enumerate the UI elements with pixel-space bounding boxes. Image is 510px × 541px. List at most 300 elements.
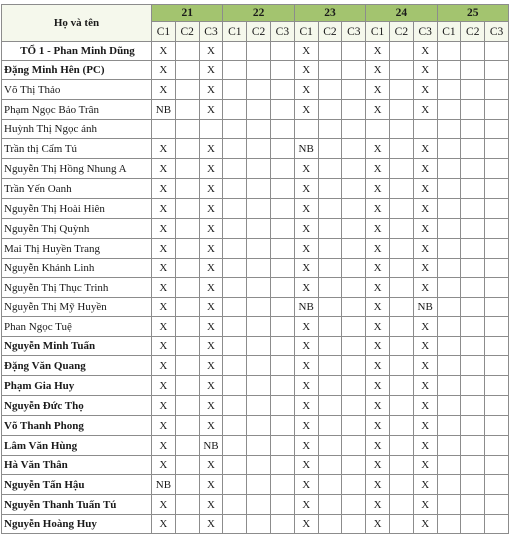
table-row [2, 61, 509, 80]
attendance-cell [318, 100, 342, 120]
attendance-cell [437, 456, 461, 475]
attendance-cell [485, 278, 509, 298]
attendance-cell [342, 199, 366, 219]
attendance-cell [270, 278, 294, 298]
person-name-cell: Đặng Minh Hên (PC) [2, 61, 152, 80]
table-row [2, 317, 509, 337]
attendance-cell [342, 139, 366, 159]
attendance-cell [485, 120, 509, 139]
attendance-cell [270, 456, 294, 475]
group-header: 25 [437, 5, 508, 22]
attendance-cell [485, 259, 509, 278]
attendance-cell [175, 120, 199, 139]
attendance-cell [389, 495, 413, 515]
attendance-cell [175, 456, 199, 475]
attendance-cell: X [366, 337, 390, 356]
attendance-cell: X [152, 515, 176, 534]
attendance-cell: X [366, 179, 390, 199]
attendance-cell: X [413, 80, 437, 100]
attendance-cell: X [413, 159, 437, 179]
attendance-cell [247, 337, 271, 356]
attendance-cell: X [199, 396, 223, 416]
subcolumn-header: C3 [485, 22, 509, 42]
attendance-cell: X [199, 337, 223, 356]
attendance-cell [461, 259, 485, 278]
attendance-cell: X [366, 80, 390, 100]
attendance-cell [318, 376, 342, 396]
attendance-cell: X [294, 179, 318, 199]
attendance-cell [318, 259, 342, 278]
attendance-cell [175, 199, 199, 219]
attendance-cell: X [366, 456, 390, 475]
attendance-cell [270, 199, 294, 219]
attendance-cell: X [413, 456, 437, 475]
attendance-cell: X [366, 42, 390, 61]
attendance-cell [223, 456, 247, 475]
attendance-cell [223, 61, 247, 80]
attendance-cell: X [366, 356, 390, 376]
attendance-cell [485, 356, 509, 376]
attendance-cell: X [366, 416, 390, 436]
attendance-cell: X [366, 317, 390, 337]
attendance-cell: X [413, 475, 437, 495]
attendance-cell: X [152, 61, 176, 80]
attendance-cell [270, 337, 294, 356]
attendance-cell: X [366, 396, 390, 416]
person-name-cell: Nguyễn Thị Hồng Nhung A [2, 159, 152, 179]
attendance-cell [247, 42, 271, 61]
attendance-cell [389, 139, 413, 159]
attendance-cell: X [152, 139, 176, 159]
table-body [2, 42, 509, 534]
attendance-cell [318, 475, 342, 495]
table-row [2, 376, 509, 396]
attendance-cell [485, 298, 509, 317]
subcolumn-header: C2 [247, 22, 271, 42]
attendance-cell: X [199, 456, 223, 475]
attendance-cell: X [413, 61, 437, 80]
attendance-cell [461, 199, 485, 219]
attendance-cell [485, 42, 509, 61]
attendance-cell [485, 100, 509, 120]
attendance-cell [270, 515, 294, 534]
attendance-cell: X [366, 436, 390, 456]
group-header: 21 [152, 5, 223, 22]
attendance-cell [247, 199, 271, 219]
table-row [2, 239, 509, 259]
attendance-cell: X [294, 219, 318, 239]
attendance-cell: X [199, 199, 223, 219]
subcolumn-header: C1 [152, 22, 176, 42]
attendance-cell [389, 416, 413, 436]
attendance-cell [437, 42, 461, 61]
attendance-cell [318, 456, 342, 475]
attendance-cell [342, 475, 366, 495]
attendance-cell [437, 139, 461, 159]
attendance-cell [247, 515, 271, 534]
attendance-cell [437, 376, 461, 396]
table-row [2, 100, 509, 120]
attendance-cell [342, 396, 366, 416]
subcolumn-header: C2 [318, 22, 342, 42]
attendance-cell [175, 179, 199, 199]
table-row [2, 120, 509, 139]
attendance-cell [485, 337, 509, 356]
attendance-cell [389, 436, 413, 456]
attendance-cell [318, 139, 342, 159]
attendance-cell [485, 376, 509, 396]
attendance-cell: X [294, 42, 318, 61]
attendance-cell [389, 179, 413, 199]
attendance-cell [342, 436, 366, 456]
attendance-cell [342, 416, 366, 436]
person-name-cell: Huỳnh Thị Ngọc ánh [2, 120, 152, 139]
attendance-cell: X [413, 199, 437, 219]
attendance-cell [342, 219, 366, 239]
attendance-cell [270, 436, 294, 456]
attendance-cell [318, 317, 342, 337]
attendance-cell: X [294, 61, 318, 80]
attendance-cell [389, 80, 413, 100]
attendance-cell: X [152, 317, 176, 337]
person-name-cell: Nguyễn Thị Mỹ Huyền [2, 298, 152, 317]
attendance-cell: X [294, 100, 318, 120]
attendance-cell [175, 317, 199, 337]
table-row [2, 259, 509, 278]
attendance-cell: X [199, 179, 223, 199]
attendance-cell [437, 337, 461, 356]
attendance-cell [342, 298, 366, 317]
attendance-cell [318, 239, 342, 259]
attendance-cell [389, 317, 413, 337]
attendance-cell [294, 120, 318, 139]
attendance-cell [413, 120, 437, 139]
person-name-cell: Lâm Văn Hùng [2, 436, 152, 456]
attendance-cell [223, 42, 247, 61]
attendance-cell: X [294, 259, 318, 278]
table-row [2, 80, 509, 100]
attendance-cell: X [413, 376, 437, 396]
attendance-cell: X [294, 416, 318, 436]
attendance-cell: X [366, 239, 390, 259]
attendance-cell [175, 515, 199, 534]
attendance-cell [461, 120, 485, 139]
attendance-cell: X [294, 159, 318, 179]
table-row [2, 456, 509, 475]
attendance-cell [318, 515, 342, 534]
attendance-cell [461, 219, 485, 239]
attendance-cell [461, 179, 485, 199]
attendance-cell [318, 199, 342, 219]
attendance-cell [247, 239, 271, 259]
attendance-cell: X [294, 436, 318, 456]
attendance-table [1, 4, 509, 534]
attendance-cell: X [366, 515, 390, 534]
attendance-cell: X [199, 80, 223, 100]
attendance-cell [318, 120, 342, 139]
person-name-cell: Mai Thị Huyền Trang [2, 239, 152, 259]
attendance-cell: X [366, 475, 390, 495]
attendance-cell [247, 278, 271, 298]
subcolumn-header: C2 [175, 22, 199, 42]
attendance-cell [342, 456, 366, 475]
table-row [2, 396, 509, 416]
attendance-cell [247, 495, 271, 515]
attendance-cell [389, 120, 413, 139]
attendance-cell [223, 100, 247, 120]
attendance-cell [270, 259, 294, 278]
attendance-cell: X [366, 199, 390, 219]
attendance-cell [485, 80, 509, 100]
attendance-cell [223, 219, 247, 239]
attendance-cell [318, 42, 342, 61]
attendance-cell: X [413, 317, 437, 337]
attendance-cell: X [366, 219, 390, 239]
group-header: 23 [294, 5, 365, 22]
attendance-cell [342, 515, 366, 534]
attendance-cell [175, 239, 199, 259]
attendance-cell [223, 356, 247, 376]
attendance-cell [247, 259, 271, 278]
attendance-cell [175, 42, 199, 61]
attendance-cell: X [294, 515, 318, 534]
person-name-cell: Trần thị Cẩm Tú [2, 139, 152, 159]
attendance-cell: X [199, 515, 223, 534]
subcolumn-header: C1 [223, 22, 247, 42]
attendance-cell [485, 396, 509, 416]
attendance-cell [437, 436, 461, 456]
attendance-cell: X [152, 356, 176, 376]
attendance-cell [437, 120, 461, 139]
attendance-cell: X [366, 61, 390, 80]
name-column-header: Họ và tên [2, 5, 152, 42]
subcolumn-header: C2 [389, 22, 413, 42]
subcolumn-header: C2 [461, 22, 485, 42]
attendance-cell [175, 159, 199, 179]
attendance-cell [223, 396, 247, 416]
attendance-cell [461, 100, 485, 120]
attendance-cell [485, 515, 509, 534]
table-row [2, 42, 509, 61]
attendance-cell [175, 495, 199, 515]
attendance-cell: X [413, 356, 437, 376]
attendance-cell: X [366, 495, 390, 515]
attendance-cell [366, 120, 390, 139]
attendance-cell [270, 239, 294, 259]
attendance-cell [485, 475, 509, 495]
attendance-cell: X [199, 219, 223, 239]
attendance-cell: X [294, 456, 318, 475]
attendance-cell: X [152, 179, 176, 199]
attendance-cell [437, 219, 461, 239]
attendance-cell: X [152, 495, 176, 515]
attendance-cell [270, 219, 294, 239]
attendance-cell: X [152, 239, 176, 259]
attendance-cell [461, 298, 485, 317]
attendance-cell [175, 475, 199, 495]
attendance-cell [247, 179, 271, 199]
subcolumn-header: C1 [294, 22, 318, 42]
attendance-cell [437, 495, 461, 515]
person-name-cell: Nguyễn Hoàng Huy [2, 515, 152, 534]
attendance-cell: X [152, 298, 176, 317]
table-row [2, 179, 509, 199]
attendance-cell [318, 219, 342, 239]
person-name-cell: Phan Ngọc Tuệ [2, 317, 152, 337]
attendance-cell [461, 139, 485, 159]
table-row [2, 475, 509, 495]
attendance-cell: X [366, 139, 390, 159]
attendance-cell [461, 356, 485, 376]
attendance-cell [389, 239, 413, 259]
attendance-cell [318, 396, 342, 416]
person-name-cell: Nguyễn Thanh Tuấn Tú [2, 495, 152, 515]
person-name-cell: Võ Thanh Phong [2, 416, 152, 436]
attendance-cell [175, 396, 199, 416]
table-row [2, 495, 509, 515]
attendance-cell [389, 456, 413, 475]
attendance-cell: X [199, 259, 223, 278]
attendance-cell: X [152, 376, 176, 396]
attendance-cell [342, 495, 366, 515]
attendance-cell: NB [413, 298, 437, 317]
table-row [2, 219, 509, 239]
table-row [2, 278, 509, 298]
attendance-cell: X [413, 259, 437, 278]
table-row [2, 515, 509, 534]
attendance-cell [437, 515, 461, 534]
table-row [2, 356, 509, 376]
attendance-cell [270, 376, 294, 396]
attendance-cell: X [152, 337, 176, 356]
attendance-cell: X [366, 100, 390, 120]
table-row [2, 199, 509, 219]
attendance-cell: X [413, 278, 437, 298]
subcolumn-header: C3 [199, 22, 223, 42]
attendance-cell [175, 376, 199, 396]
attendance-cell: X [152, 259, 176, 278]
attendance-cell [175, 100, 199, 120]
attendance-cell [223, 139, 247, 159]
attendance-cell [389, 42, 413, 61]
person-name-cell: Hà Văn Thân [2, 456, 152, 475]
attendance-cell [389, 219, 413, 239]
attendance-cell: X [294, 199, 318, 219]
attendance-cell [318, 179, 342, 199]
attendance-cell [389, 100, 413, 120]
attendance-cell [389, 356, 413, 376]
attendance-cell [389, 396, 413, 416]
person-name-cell: Nguyễn Thị Thục Trinh [2, 278, 152, 298]
attendance-cell [223, 495, 247, 515]
attendance-cell [342, 317, 366, 337]
attendance-cell [270, 475, 294, 495]
attendance-cell [223, 239, 247, 259]
attendance-cell [247, 376, 271, 396]
person-name-cell: Nguyễn Thị Hoài Hiên [2, 199, 152, 219]
attendance-cell: X [413, 239, 437, 259]
attendance-cell: X [294, 317, 318, 337]
attendance-cell [485, 139, 509, 159]
attendance-cell [485, 219, 509, 239]
attendance-cell [247, 475, 271, 495]
attendance-cell [223, 278, 247, 298]
attendance-cell: X [294, 337, 318, 356]
attendance-cell [437, 475, 461, 495]
attendance-cell [437, 100, 461, 120]
attendance-cell [175, 337, 199, 356]
attendance-cell [270, 416, 294, 436]
attendance-cell [175, 356, 199, 376]
attendance-cell [318, 337, 342, 356]
table-row [2, 298, 509, 317]
attendance-cell: X [413, 179, 437, 199]
attendance-cell: X [366, 278, 390, 298]
attendance-cell: X [366, 298, 390, 317]
attendance-cell: X [152, 436, 176, 456]
attendance-cell [175, 416, 199, 436]
attendance-cell [461, 396, 485, 416]
attendance-cell [270, 42, 294, 61]
attendance-cell [223, 376, 247, 396]
attendance-cell [247, 219, 271, 239]
attendance-cell [247, 100, 271, 120]
attendance-cell: X [152, 278, 176, 298]
person-name-cell: Võ Thị Thảo [2, 80, 152, 100]
attendance-cell: X [199, 298, 223, 317]
attendance-cell: X [294, 376, 318, 396]
attendance-cell [175, 139, 199, 159]
attendance-cell [175, 219, 199, 239]
attendance-cell: X [199, 61, 223, 80]
attendance-cell: X [366, 259, 390, 278]
attendance-cell [247, 298, 271, 317]
attendance-cell [270, 356, 294, 376]
attendance-cell [437, 356, 461, 376]
attendance-cell [389, 199, 413, 219]
attendance-cell [389, 475, 413, 495]
attendance-cell: X [366, 376, 390, 396]
attendance-cell [437, 298, 461, 317]
attendance-cell [318, 495, 342, 515]
attendance-cell [485, 495, 509, 515]
attendance-cell [461, 278, 485, 298]
attendance-cell [437, 259, 461, 278]
attendance-cell [437, 239, 461, 259]
attendance-cell: X [413, 42, 437, 61]
attendance-cell: NB [294, 139, 318, 159]
person-name-cell: Phạm Gia Huy [2, 376, 152, 396]
attendance-cell [247, 139, 271, 159]
attendance-cell [318, 416, 342, 436]
attendance-cell [199, 120, 223, 139]
subcolumn-header: C3 [342, 22, 366, 42]
subcolumn-header: C3 [270, 22, 294, 42]
attendance-cell [437, 61, 461, 80]
attendance-cell [175, 436, 199, 456]
attendance-cell: X [413, 337, 437, 356]
attendance-cell [318, 298, 342, 317]
attendance-cell: X [199, 278, 223, 298]
attendance-cell: X [152, 42, 176, 61]
attendance-cell: X [199, 475, 223, 495]
attendance-cell: X [199, 100, 223, 120]
attendance-cell [461, 42, 485, 61]
attendance-cell: X [152, 396, 176, 416]
person-name-cell: Nguyễn Đức Thọ [2, 396, 152, 416]
attendance-cell: X [413, 515, 437, 534]
attendance-cell [342, 80, 366, 100]
